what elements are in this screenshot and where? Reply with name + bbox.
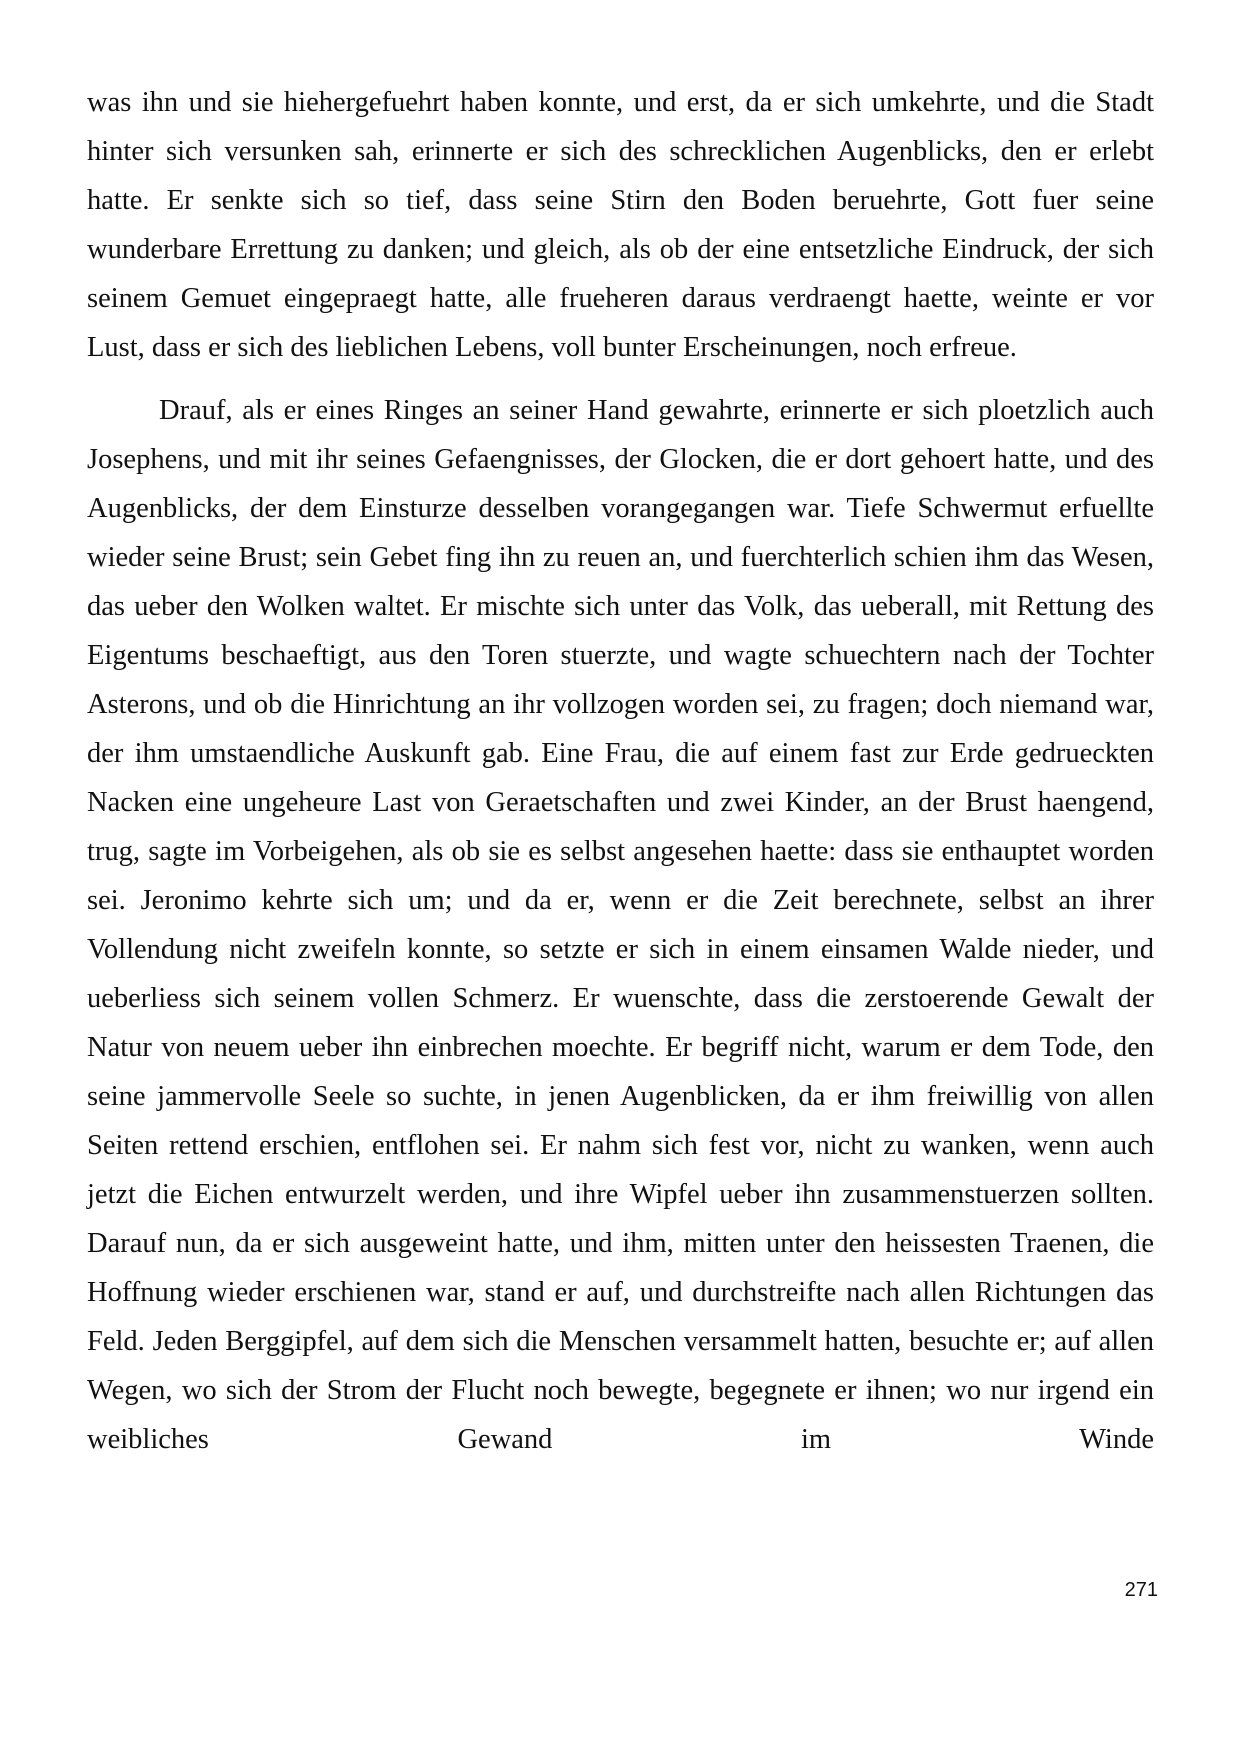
page-number: 271 [1124,1579,1158,1601]
paragraph-1: was ihn und sie hiehergefuehrt haben konnte, und erst, da er sich umkehrte, und die Stadt hinter sich versunken sah, erinnerte er sich des schrecklichen Augenblicks, den er erlebt hatte. Er senkte sich so tief, dass seine Stirn den Boden beruehrte, Gott fuer seine wunderbare Errettung zu danken; und gleich, als ob der eine entsetzliche Eindruck, der sich seinem Gemuet eingepraegt hatte, alle frueheren daraus verdraengt haette, weinte er vor Lust, dass er sich des lieblichen Lebens, voll bunter Erscheinungen, noch erfreue. [87,87,1154,363]
paragraph-2: Drauf, als er eines Ringes an seiner Hand gewahrte, erinnerte er sich ploetzlich auch Josephens, und mit ihr seines Gefaengnisses, der Glocken, die er dort gehoert hatte, und des Augenblicks, der dem Einsturze desselben vorangegangen war. Tiefe Schwermut erfuellte wieder seine Brust; sein Gebet fing ihn zu reuen an, und fuerchterlich schien ihm das Wesen, das ueber den Wolken waltet. Er mischte sich unter das Volk, das ueberall, mit Rettung des Eigentums beschaeftigt, aus den Toren stuerzte, und wagte schuechtern nach der Tochter Asterons, und ob die Hinrichtung an ihr vollzogen worden sei, zu fragen; doch niemand war, der ihm umstaendliche Auskunft gab. Eine Frau, die auf einem fast zur Erde gedrueckten Nacken eine ungeheure Last von Geraetschaften und zwei Kinder, an der Brust haengend, trug, sagte im Vorbeigehen, als ob sie es selbst angesehen haette: dass sie enthauptet worden sei. Jeronimo kehrte sich um; und da er, wenn er die Zeit berechnete, selbst an ihrer Vollendung nicht zweifeln konnte, so setzte er sich in einem einsamen Walde nieder, und ueberliess sich seinem vollen Schmerz. Er wuenschte, dass die zerstoerende Gewalt der Natur von neuem ueber ihn einbrechen moechte. Er begriff nicht, warum er dem Tode, den seine jammervolle Seele so suchte, in jenen Augenblicken, da er ihm freiwillig von allen Seiten rettend erschien, entflohen sei. Er nahm sich fest vor, nicht zu wanken, wenn auch jetzt die Eichen entwurzelt werden, und ihre Wipfel ueber ihn zusammenstuerzen sollten. Darauf nun, da er sich ausgeweint hatte, und ihm, mitten unter den heissesten Traenen, die Hoffnung wieder erschienen war, stand er auf, und durchstreifte nach allen Richtungen das Feld. Jeden Berggipfel, auf dem sich die Menschen versammelt hatten, besuchte er; auf allen Wegen, wo sich der Strom der Flucht noch bewegte, begegnete er ihnen; wo nur irgend ein weibliches Gewand im Winde [87,395,1154,1455]
body-text [87,78,1154,1464]
